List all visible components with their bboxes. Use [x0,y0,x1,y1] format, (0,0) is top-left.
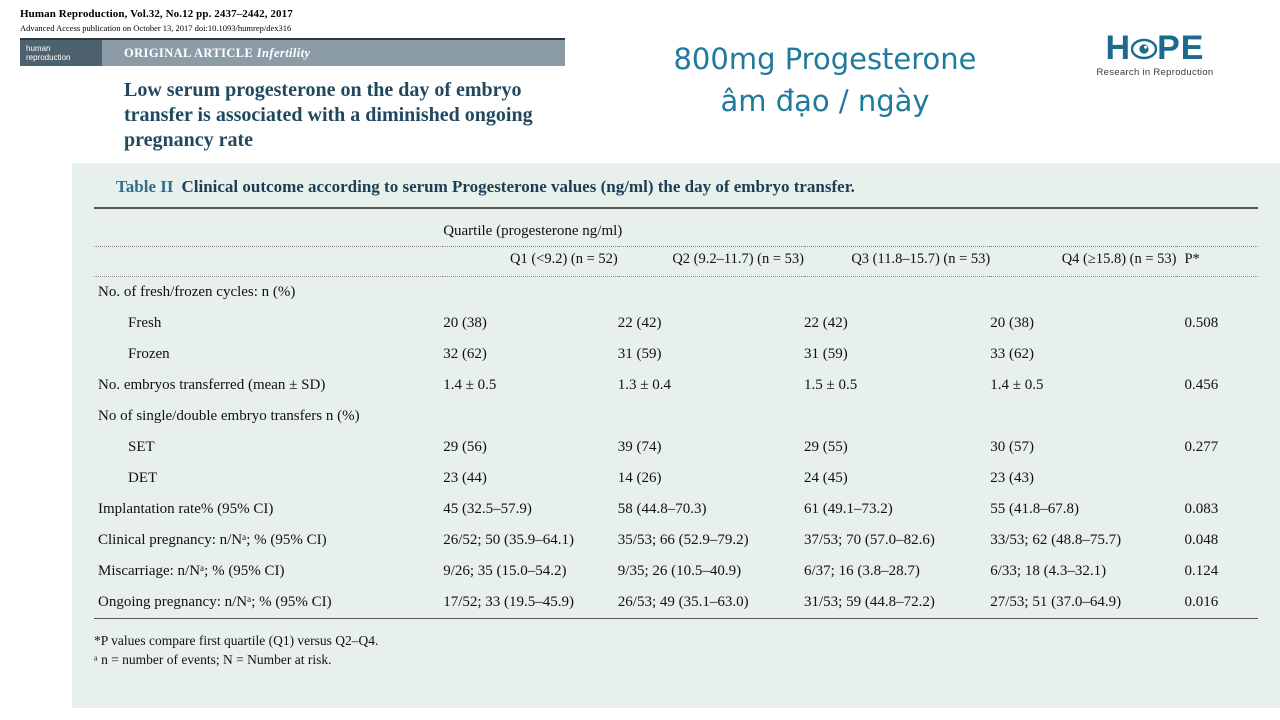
row-value-q4: 30 (57) [990,439,1034,455]
row-value-p: 0.124 [1184,563,1219,579]
row-label: SET [128,439,155,455]
row-value-q4: 1.4 ± 0.5 [990,377,1044,393]
row-label: No. embryos transferred (mean ± SD) [98,377,326,393]
row-value-q1: 9/26; 35 (15.0–54.2) [443,563,567,579]
row-value-q1: 23 (44) [443,470,487,486]
row-value-q2: 31 (59) [617,346,662,362]
table-footnotes [94,631,1258,669]
row-value-q1: 1.4 ± 0.5 [443,377,497,393]
row-value-p [1176,463,1258,494]
row-value-q3: 31/53; 59 (44.8–72.2) [804,594,935,610]
journal-citation-line: Human Reproduction, Vol.32, No.12 pp. 2437–2442, 2017 [20,8,293,20]
row-label: Implantation rate% (95% CI) [98,501,274,517]
row-value-q3 [804,277,990,309]
row-label: DET [128,470,158,486]
article-title: Low serum progesterone on the day of embryo transfer is associated with a diminished ongoing pregnancy rate [124,79,533,151]
column-header-q1: Q1 (<9.2) (n = 52) [510,251,618,267]
row-label: Ongoing pregnancy: n/Nᵃ; % (95% CI) [98,594,332,610]
row-value-p [1176,277,1258,309]
row-value-q2: 1.3 ± 0.4 [617,377,672,393]
column-header-q4: Q4 (≥15.8) (n = 53) [1061,251,1177,267]
table-row [94,432,1258,463]
row-value-q1: 45 (32.5–57.9) [443,501,532,517]
row-value-q1: 32 (62) [443,346,487,362]
row-value-p [1176,401,1258,432]
row-value-p: 0.277 [1184,439,1219,455]
row-value-q2: 9/35; 26 (10.5–40.9) [617,563,742,579]
row-value-q3: 6/37; 16 (3.8–28.7) [804,563,920,579]
journal-logo-line1: human [26,44,51,53]
row-label: Frozen [128,346,170,362]
table-row [94,525,1258,556]
row-value-p: 0.048 [1184,532,1219,548]
table-footnote-a: ᵃ n = number of events; N = Number at risk. [94,652,332,667]
row-value-q3: 61 (49.1–73.2) [804,501,893,517]
row-value-q4: 23 (43) [990,470,1034,486]
hope-wordmark-pe: PE [1157,29,1205,67]
slide-heading [600,38,1050,122]
row-value-q1: 29 (56) [443,439,487,455]
row-value-q4: 6/33; 18 (4.3–32.1) [990,563,1107,579]
table-row [94,370,1258,401]
table-footnote-p: *P values compare first quartile (Q1) versus Q2–Q4. [94,633,379,648]
row-value-q3: 37/53; 70 (57.0–82.6) [804,532,935,548]
table-row [94,463,1258,494]
hope-logo [1090,30,1220,78]
row-label: No of single/double embryo transfers n (%) [98,408,360,424]
row-value-q4 [990,401,1176,432]
row-label: No. of fresh/frozen cycles: n (%) [98,284,296,300]
row-value-q1 [443,401,618,432]
row-value-p: 0.083 [1184,501,1219,517]
table-row [94,556,1258,587]
table-group-header-row [94,215,1258,244]
row-value-q2: 14 (26) [617,470,662,486]
row-value-q3: 29 (55) [804,439,848,455]
row-value-q4: 33/53; 62 (48.8–75.7) [990,532,1122,548]
table-row [94,494,1258,525]
article-type-bar [20,40,565,66]
table-row [94,308,1258,339]
article-scan [20,8,565,153]
column-header-q2: Q2 (9.2–11.7) (n = 53) [672,251,805,267]
row-value-q3: 24 (45) [804,470,848,486]
column-header-q3: Q3 (11.8–15.7) (n = 53) [851,251,991,267]
table-top-rule [94,208,1258,215]
journal-logo [20,40,102,66]
row-value-q2: 39 (74) [617,439,662,455]
table-bottom-rule [94,619,1258,624]
row-value-p: 0.016 [1184,594,1219,610]
row-value-q1: 17/52; 33 (19.5–45.9) [443,594,575,610]
row-value-q2: 26/53; 49 (35.1–63.0) [617,594,749,610]
row-value-q4: 55 (41.8–67.8) [990,501,1079,517]
article-section-text: Infertility [256,46,311,60]
hope-eye-icon [1131,30,1157,66]
table-panel [72,163,1280,708]
table-row [94,587,1258,619]
slide-heading-line2: âm đạo / ngày [720,84,930,118]
row-value-q3: 31 (59) [804,346,848,362]
row-value-q4 [990,277,1176,309]
row-value-q2: 58 (44.8–70.3) [617,501,707,517]
row-value-q1 [443,277,618,309]
row-value-q2: 35/53; 66 (52.9–79.2) [617,532,749,548]
row-value-q2: 22 (42) [617,315,662,331]
row-value-q4: 33 (62) [990,346,1034,362]
table-row [94,339,1258,370]
row-value-q3: 1.5 ± 0.5 [804,377,858,393]
row-label: Miscarriage: n/Nᵃ; % (95% CI) [98,563,285,579]
row-value-q4: 20 (38) [990,315,1034,331]
table-number: Table II [116,177,174,196]
row-value-q4: 27/53; 51 (37.0–64.9) [990,594,1122,610]
row-value-q3: 22 (42) [804,315,848,331]
table-row [94,401,1258,432]
journal-logo-line2: reproduction [26,53,71,62]
table-row [94,277,1258,309]
column-header-pvalue: P* [1184,251,1200,267]
article-type-text: ORIGINAL ARTICLE [124,46,257,60]
table-caption-text: Clinical outcome according to serum Progesterone values (ng/ml) the day of embryo transfer. [181,177,855,196]
row-value-p: 0.456 [1184,377,1219,393]
row-value-p [1176,339,1258,370]
hope-tagline: Research in Reproduction [1096,67,1214,78]
row-value-q3 [804,401,990,432]
table-column-header-row [94,247,1258,274]
row-value-q2 [618,401,804,432]
row-value-p: 0.508 [1184,315,1219,331]
hope-wordmark [1106,30,1205,66]
group-header-spacer [94,215,443,244]
row-label: Fresh [128,315,162,331]
column-header-spacer [94,247,443,274]
row-label: Clinical pregnancy: n/Nᵃ; % (95% CI) [98,532,327,548]
hope-wordmark-h: H [1105,29,1132,67]
table-caption [116,177,1258,197]
group-header-quartile: Quartile (progesterone ng/ml) [443,223,623,239]
row-value-q1: 20 (38) [443,315,487,331]
slide-heading-line1: 800mg Progesterone [673,42,977,76]
row-value-q1: 26/52; 50 (35.9–64.1) [443,532,575,548]
journal-doi-line: Advanced Access publication on October 13, 2017 doi:10.1093/humrep/dex316 [20,23,292,33]
row-value-q2 [618,277,804,309]
article-type-label [102,40,311,66]
clinical-outcome-table [94,207,1258,623]
